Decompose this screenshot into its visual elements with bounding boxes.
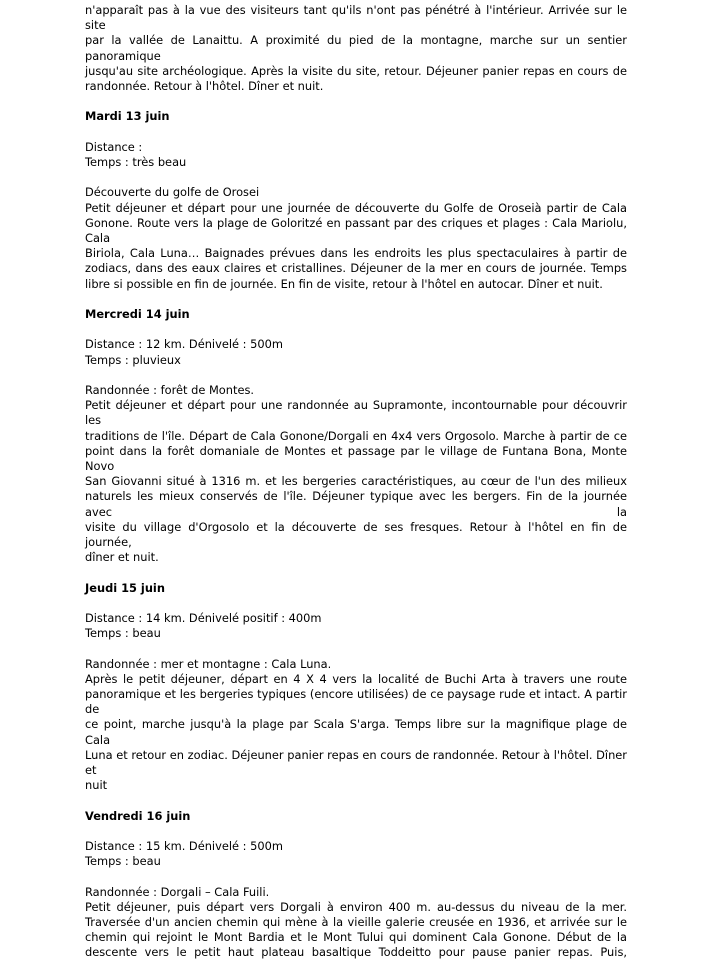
day-description — [85, 900, 627, 961]
day-heading-vendredi: Vendredi 16 juin — [85, 808, 191, 823]
text-line: nuit — [85, 778, 108, 793]
spacer — [85, 641, 627, 656]
day-description — [85, 201, 627, 292]
text-line: traditions de l'île. Départ de Cala Gonone/Dorgali en 4x4 vers Orgosolo. Marche à partir de ce — [85, 428, 627, 443]
text-line: dîner et nuit. — [85, 550, 159, 565]
spacer — [85, 94, 627, 109]
spacer — [85, 869, 627, 884]
text-line: chemin qui rejoint le Mont Bardia et le Mont Tului qui dominent Cala Gonone. Début de la — [85, 930, 627, 945]
text-line: Petit déjeuner, puis départ vers Dorgali à environ 400 m. au-dessus du niveau de la mer. — [85, 899, 627, 914]
document-page — [85, 3, 627, 961]
day-activity: Randonnée : forêt de Montes. — [85, 382, 255, 397]
day-heading-mercredi: Mercredi 14 juin — [85, 307, 190, 321]
text-line: visite du village d'Orgosolo et la découverte de ses fresques. Retour à l'hôtel en fin de journée, — [85, 519, 627, 550]
spacer — [85, 368, 627, 383]
day-distance: Distance : 12 km. Dénivelé : 500m — [85, 337, 283, 352]
text-line: Gonone. Route vers la plage de Goloritzé en passant par des criques et plages : Cala Mariolu, Cala — [85, 215, 627, 245]
spacer — [85, 793, 627, 808]
text-line: Biriola, Cala Luna… Baignades prévues dans les endroits les plus spectaculaires à partir de — [85, 246, 627, 261]
day-activity: Découverte du golfe de Orosei — [85, 185, 260, 200]
day-description — [85, 672, 627, 794]
spacer — [85, 596, 627, 611]
text-line: panoramique et les bergeries typiques (encore utilisées) de ce paysage rude et intact. A partir de — [85, 687, 627, 717]
day-distance: Distance : 15 km. Dénivelé : 500m — [85, 839, 283, 853]
day-heading-jeudi: Jeudi 15 juin — [85, 580, 165, 595]
text-line: libre si possible en fin de journée. En fin de visite, retour à l'hôtel en autocar. Dîner et nuit. — [85, 276, 603, 291]
day-weather: Temps : beau — [85, 854, 161, 869]
day-weather: Temps : très beau — [85, 155, 187, 169]
day-weather: Temps : beau — [85, 626, 161, 641]
text-line: zodiacs, dans des eaux claires et cristallines. Déjeuner de la mer en cours de journée. Temps — [85, 261, 627, 276]
text-line: point dans la forêt domaniale de Montes et passage par le village de Funtana Bona, Monte Novo — [85, 443, 627, 473]
spacer — [85, 292, 627, 307]
text-line: n'apparaît pas à la vue des visiteurs tant qu'ils n'ont pas pénétré à l'intérieur. Arrivée sur le site — [85, 3, 627, 33]
intro-paragraph — [85, 3, 627, 94]
text-line: Luna et retour en zodiac. Déjeuner panier repas en cours de randonnée. Retour à l'hôtel. Dîner et — [85, 747, 627, 778]
spacer — [85, 824, 627, 839]
text-line: Après le petit déjeuner, départ en 4 X 4 vers la localité de Buchi Arta à travers une route — [85, 671, 627, 686]
spacer — [85, 322, 627, 337]
text-line: naturels les mieux conservés de l'île. Déjeuner typique avec les bergers. Fin de la journée avec la — [85, 489, 627, 519]
day-weather: Temps : pluvieux — [85, 352, 181, 367]
text-line: San Giovanni situé à 1316 m. et les bergeries caractéristiques, au cœur de l'un des milieux — [85, 474, 627, 489]
spacer — [85, 565, 627, 580]
spacer — [85, 170, 627, 185]
day-distance: Distance : — [85, 139, 143, 154]
text-line: Traversée d'un ancien chemin qui mène à la vieille galerie creusée en 1936, et arrivée sur le — [85, 915, 627, 929]
day-distance: Distance : 14 km. Dénivelé positif : 400m — [85, 611, 322, 625]
day-activity: Randonnée : Dorgali – Cala Fuili. — [85, 884, 270, 899]
spacer — [85, 125, 627, 140]
text-line: ce point, marche jusqu'à la plage par Scala S'arga. Temps libre sur la magnifique plage de Cala — [85, 717, 627, 747]
text-line: Petit déjeuner et départ pour une journée de découverte du Golfe de Oroseià partir de Cala — [85, 200, 627, 215]
text-line: par la vallée de Lanaittu. A proximité du pied de la montagne, marche sur un sentier panoramique — [85, 33, 627, 63]
day-description — [85, 398, 627, 565]
text-line: randonnée. Retour à l'hôtel. Dîner et nuit. — [85, 79, 324, 94]
text-line: Petit déjeuner et départ pour une randonnée au Supramonte, incontournable pour découvrir les — [85, 398, 627, 428]
text-line: jusqu'au site archéologique. Après la visite du site, retour. Déjeuner panier repas en cours de — [85, 63, 627, 78]
text-line: descente vers le petit haut plateau basaltique Toddeitto pour pause panier repas. Puis, — [85, 945, 627, 960]
day-heading-mardi: Mardi 13 juin — [85, 109, 170, 124]
day-activity: Randonnée : mer et montagne : Cala Luna. — [85, 656, 332, 671]
